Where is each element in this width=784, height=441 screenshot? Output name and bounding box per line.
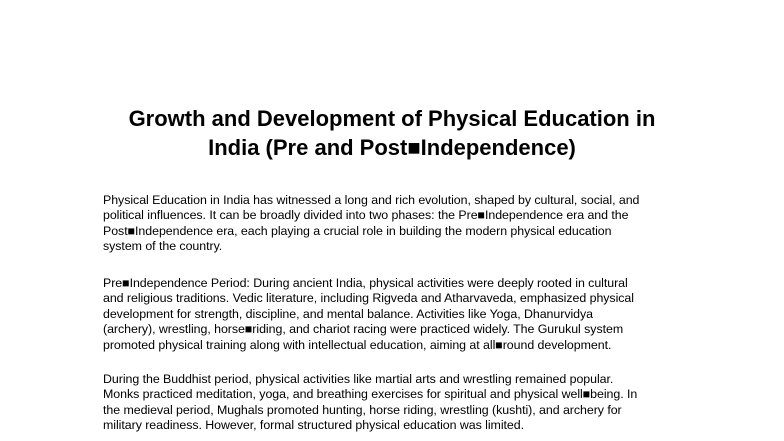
paragraph-buddhist-medieval — [103, 372, 693, 434]
paragraph-line: During the Buddhist period, physical activities like martial arts and wrestling remained popular. — [103, 372, 614, 386]
paragraph-line: Pre■Independence Period: During ancient India, physical activities were deeply rooted in cultural — [103, 276, 628, 290]
title-line: Growth and Development of Physical Education in — [128, 106, 656, 131]
paragraph-line: system of the country. — [103, 239, 223, 254]
paragraph-line: Monks practiced meditation, yoga, and breathing exercises for spiritual and physical well■being. In — [103, 387, 638, 402]
paragraph-line: promoted physical training along with intellectual education, aiming at all■round development. — [103, 337, 612, 352]
document-title — [60, 104, 724, 162]
paragraph-pre-independence — [103, 276, 693, 353]
title-line: India (Pre and Post■Independence) — [208, 135, 576, 160]
paragraph-line: Physical Education in India has witnessed a long and rich evolution, shaped by cultural, social, and — [103, 193, 640, 207]
paragraph-line: development for strength, discipline, and mental balance. Activities like Yoga, Dhanurvidya — [103, 306, 593, 321]
paragraph-line: military readiness. However, formal structured physical education was limited. — [103, 418, 524, 433]
paragraph-line: political influences. It can be broadly divided into two phases: the Pre■Independence era and the — [103, 208, 629, 223]
paragraph-introduction — [103, 193, 693, 255]
paragraph-line: the medieval period, Mughals promoted hunting, horse riding, wrestling (kushti), and archery for — [103, 402, 622, 417]
paragraph-line: and religious traditions. Vedic literature, including Rigveda and Atharvaveda, emphasized physical — [103, 291, 634, 306]
paragraph-line: Post■Independence era, each playing a crucial role in building the modern physical education — [103, 223, 612, 238]
paragraph-line: (archery), wrestling, horse■riding, and chariot racing were practiced widely. The Gurukul system — [103, 322, 624, 337]
